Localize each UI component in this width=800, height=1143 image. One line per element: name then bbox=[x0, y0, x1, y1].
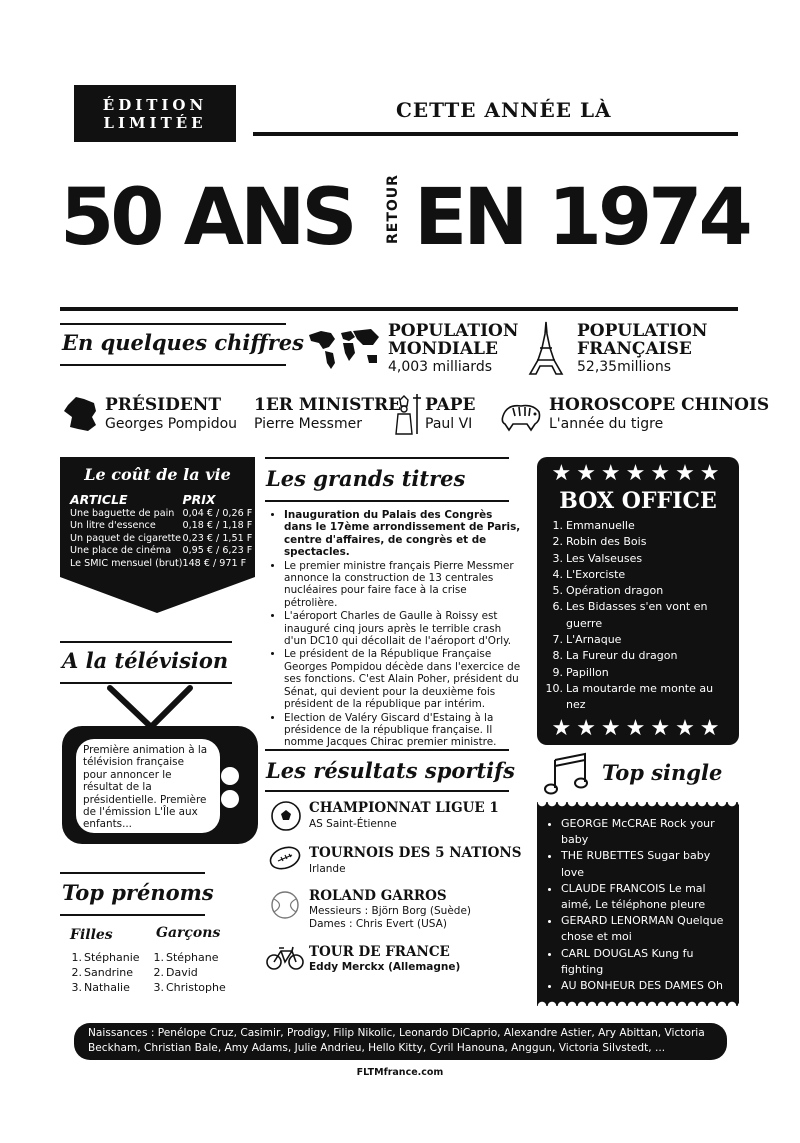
single-scallop-bottom bbox=[537, 996, 739, 1006]
retour-label: RETOUR bbox=[385, 174, 401, 244]
list-item: 4. L'Exorciste bbox=[545, 567, 731, 583]
movie-title: La Fureur du dragon bbox=[566, 649, 678, 663]
cout-prix: 148 € / 971 F bbox=[182, 557, 247, 569]
garcons-label: Garçons bbox=[156, 925, 221, 941]
titres-rule-top bbox=[265, 457, 509, 459]
edition-line1: ÉDITION bbox=[102, 95, 208, 114]
list-item: 1. Stéphanie bbox=[71, 951, 140, 964]
football-icon bbox=[270, 800, 302, 832]
cout-article: Le SMIC mensuel (brut) bbox=[70, 557, 183, 569]
subtitle: CETTE ANNÉE LÀ bbox=[396, 98, 612, 122]
cout-arrow bbox=[60, 577, 255, 613]
population-francaise-label-2: FRANÇAISE bbox=[577, 339, 692, 359]
list-item: • AU BONHEUR DES DAMES Oh bbox=[561, 978, 729, 1010]
movie-title: Opération dragon bbox=[566, 584, 664, 598]
naissances-banner: Naissances : Penélope Cruz, Casimir, Prodigy, Filip Nikolic, Leonardo DiCaprio, Alexandre Astier, Ary Abittan, Victoria Beckham, Christian Bale, Amy Adams, Julie Andrieu, Hello Kitty, Cyril Hanouna, Anggun, Victoria Silvstedt, ... bbox=[74, 1023, 727, 1060]
sport-value: Dames : Chris Evert (USA) bbox=[309, 918, 447, 930]
sport-value: Messieurs : Björn Borg (Suède) bbox=[309, 905, 472, 917]
population-mondiale-value: 4,003 milliards bbox=[388, 359, 492, 375]
edition-badge bbox=[74, 85, 236, 142]
garcons-list bbox=[148, 950, 226, 995]
list-item: • CARL DOUGLAS Kung fu fighting bbox=[561, 946, 729, 978]
fille-name: Nathalie bbox=[84, 981, 130, 994]
list-item: 10. La moutarde me monte au nez bbox=[545, 681, 731, 714]
france-map-icon bbox=[62, 395, 100, 433]
eiffel-tower-icon bbox=[528, 322, 564, 376]
population-mondiale-label-2: MONDIALE bbox=[388, 339, 498, 359]
population-mondiale-label bbox=[388, 322, 518, 358]
edition-line2: LIMITÉE bbox=[103, 113, 207, 132]
cout-article: Une baguette de pain bbox=[70, 507, 175, 519]
list-item: 1. Emmanuelle bbox=[545, 518, 731, 534]
population-mondiale-label-1: POPULATION bbox=[388, 321, 519, 341]
sport-title: ROLAND GARROS bbox=[309, 888, 447, 904]
list-item: • Election de Valéry Giscard d'Estaing à la présidence de la république française. Il nomme Jacques Chirac premier ministre. bbox=[284, 712, 523, 749]
sports-rule-bottom bbox=[265, 790, 509, 792]
music-notes-icon bbox=[545, 752, 593, 796]
list-item: 1. Stéphane bbox=[153, 951, 219, 964]
sports-title: Les résultats sportifs bbox=[266, 758, 516, 783]
population-francaise-label-1: POPULATION bbox=[577, 321, 708, 341]
list-item: • L'aéroport Charles de Gaulle à Roissy est inauguré cinq jours après le terrible crash d'un DC10 qui décollait de l'aéroport d'Orly. bbox=[284, 610, 523, 647]
cout-article: Une place de cinéma bbox=[70, 545, 172, 556]
movie-title: L'Arnaque bbox=[566, 633, 622, 647]
movie-title: La moutarde me monte au nez bbox=[566, 681, 714, 712]
list-item: 2. David bbox=[153, 966, 198, 979]
cout-col-article: ARTICLE bbox=[70, 492, 128, 507]
president-label: PRÉSIDENT bbox=[105, 395, 221, 415]
movie-title: Robin des Bois bbox=[566, 535, 647, 549]
box-office-list bbox=[537, 518, 739, 714]
fille-name: Stéphanie bbox=[84, 951, 140, 964]
garcon-name: Stéphane bbox=[166, 951, 219, 964]
list-item: • Le président de la République Française Georges Pompidou décède dans l'exercice de ses fonctions. C'est Alain Poher, président du Sénat, qui devient pour la deuxième fois président de la république par intérim. bbox=[284, 648, 523, 710]
cout-panel bbox=[60, 457, 255, 577]
cout-prix: 0,23 € / 1,51 F bbox=[182, 532, 253, 544]
prenoms-rule-top bbox=[60, 872, 205, 874]
header-rule bbox=[253, 132, 738, 136]
list-item: 3. Nathalie bbox=[71, 981, 130, 994]
stars-top: ★★★★★★★ bbox=[551, 461, 725, 486]
list-item: 2. Sandrine bbox=[71, 966, 133, 979]
pape-label: PAPE bbox=[425, 395, 476, 415]
filles-label: Filles bbox=[70, 927, 113, 943]
footer-site: FLTMfrance.com bbox=[356, 1067, 444, 1078]
horoscope-value: L'année du tigre bbox=[549, 416, 664, 432]
movie-title: Les Valseuses bbox=[566, 551, 643, 565]
movie-title: Papillon bbox=[566, 665, 609, 679]
list-item: 6. Les Bidasses s'en vont en guerre bbox=[545, 599, 731, 632]
garcon-name: David bbox=[166, 966, 198, 979]
page-title-right: EN 1974 bbox=[414, 173, 749, 263]
population-francaise-value: 52,35millions bbox=[577, 359, 672, 375]
titres-title: Les grands titres bbox=[266, 466, 466, 491]
sport-value: Irlande bbox=[309, 863, 346, 875]
sport-title: TOURNOIS DES 5 NATIONS bbox=[309, 845, 522, 861]
table-row bbox=[70, 545, 252, 558]
list-item: • GEORGE McCRAE Rock your baby bbox=[561, 816, 729, 848]
title-rule bbox=[60, 307, 738, 311]
pape-value: Paul VI bbox=[425, 416, 473, 432]
chiffres-rule-top bbox=[60, 323, 286, 325]
cout-prix: 0,04 € / 0,26 F bbox=[182, 507, 253, 519]
table-row bbox=[70, 520, 252, 533]
box-office-panel bbox=[537, 457, 739, 745]
garcon-name: Christophe bbox=[166, 981, 226, 994]
population-francaise-label bbox=[577, 322, 707, 358]
rugby-ball-icon bbox=[268, 845, 302, 871]
pope-icon bbox=[395, 392, 421, 436]
filles-list bbox=[66, 950, 140, 995]
prenoms-rule-bottom bbox=[60, 914, 205, 916]
prenoms-title: Top prénoms bbox=[62, 880, 214, 905]
list-item: 7. L'Arnaque bbox=[545, 632, 731, 648]
tv-text: Première animation à la télévision française pour annoncer le résultat de la présidentielle. Première de l'émission L'Île aux enfants... bbox=[83, 744, 208, 831]
list-item: 8. La Fureur du dragon bbox=[545, 648, 731, 664]
list-item: • THE RUBETTES Sugar baby love bbox=[561, 848, 729, 880]
page-title-left: 50 ANS bbox=[60, 173, 354, 263]
list-item: 3. Christophe bbox=[153, 981, 226, 994]
sport-value: Eddy Merckx (Allemagne) bbox=[309, 961, 461, 973]
cout-title: Le coût de la vie bbox=[84, 465, 231, 484]
tv-rule-bottom bbox=[60, 682, 232, 684]
movie-title: Emmanuelle bbox=[566, 519, 635, 532]
titres-list bbox=[268, 509, 523, 750]
top-single-title: Top single bbox=[602, 760, 723, 785]
president-value: Georges Pompidou bbox=[105, 416, 238, 432]
sport-title: CHAMPIONNAT LIGUE 1 bbox=[309, 800, 499, 816]
list-item: 9. Papillon bbox=[545, 665, 731, 681]
list-item: • CLAUDE FRANCOIS Le mal aimé, Le téléphone pleure bbox=[561, 881, 729, 913]
list-item: 3. Les Valseuses bbox=[545, 551, 731, 567]
table-row bbox=[70, 508, 252, 521]
cout-article: Un paquet de cigarette bbox=[70, 532, 182, 544]
list-item: • Le premier ministre français Pierre Messmer annonce la construction de 13 centrales nucléaires pour faire face à la crise pétrolière. bbox=[284, 560, 523, 610]
sport-title: TOUR DE FRANCE bbox=[309, 944, 450, 960]
cout-col-prix: PRIX bbox=[182, 492, 216, 507]
cout-table bbox=[70, 494, 252, 570]
horoscope-label: HOROSCOPE CHINOIS bbox=[549, 395, 770, 415]
cout-prix: 0,95 € / 6,23 F bbox=[182, 545, 253, 556]
list-item: 2. Robin des Bois bbox=[545, 534, 731, 550]
tiger-icon bbox=[497, 396, 543, 432]
chiffres-rule-bottom bbox=[60, 364, 286, 366]
cout-article: Un litre d'essence bbox=[70, 520, 156, 531]
list-item: • GERARD LENORMAN Quelque chose et moi bbox=[561, 913, 729, 945]
table-row bbox=[70, 533, 252, 546]
ministre-value: Pierre Messmer bbox=[254, 416, 362, 432]
top-single-list bbox=[547, 816, 729, 1010]
fille-name: Sandrine bbox=[84, 966, 133, 979]
movie-title: L'Exorciste bbox=[566, 567, 626, 581]
stars-bottom: ★★★★★★★ bbox=[551, 716, 725, 741]
bicycle-icon bbox=[266, 945, 304, 971]
world-map-icon bbox=[305, 325, 381, 370]
sport-value: AS Saint-Étienne bbox=[309, 818, 397, 830]
list-item: • Inauguration du Palais des Congrès dans le 17ème arrondissement de Paris, centre d'affaires, de congrès et de spectacles. bbox=[284, 509, 523, 559]
movie-title: Les Bidasses s'en vont en guerre bbox=[566, 600, 708, 630]
ministre-label: 1ER MINISTRE bbox=[254, 395, 402, 415]
chiffres-title: En quelques chiffres bbox=[62, 330, 304, 355]
tv-title: A la télévision bbox=[62, 648, 229, 673]
table-row bbox=[70, 558, 252, 571]
list-item: 5. Opération dragon bbox=[545, 583, 731, 599]
tennis-ball-icon bbox=[270, 890, 300, 920]
cout-prix: 0,18 € / 1,18 F bbox=[182, 520, 253, 531]
sports-rule-top bbox=[265, 749, 509, 751]
tv-rule-top bbox=[60, 641, 232, 643]
top-single-panel bbox=[537, 808, 739, 1000]
box-office-title: BOX OFFICE bbox=[559, 488, 717, 514]
titres-rule-bottom bbox=[265, 500, 509, 502]
